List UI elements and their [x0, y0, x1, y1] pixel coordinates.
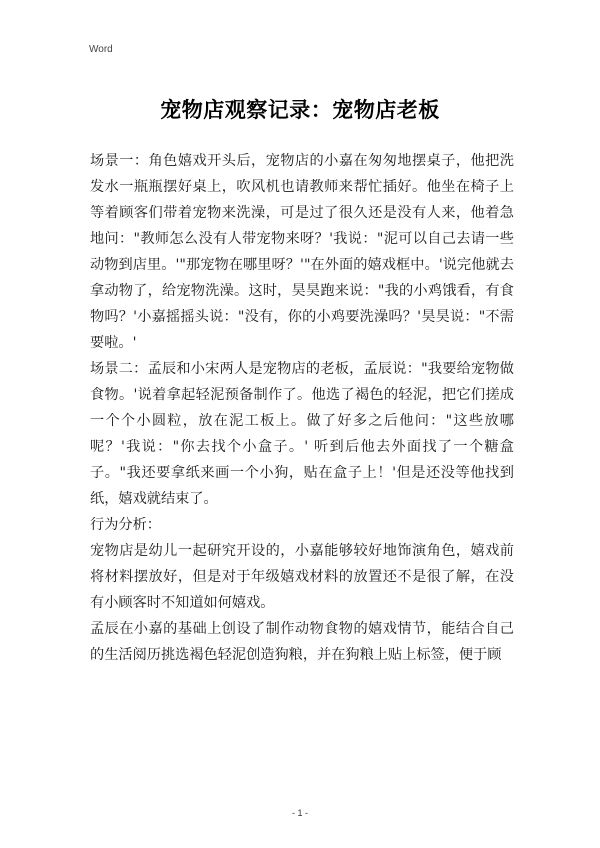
paragraph-analysis-one: 宠物店是幼儿一起研究开设的，小嘉能够较好地饰演角色，嬉戏前将材料摆放好，但是对于年级嬉戏材料的放置还不是很了解，在没有小顾客时不知道如何嬉戏。: [90, 543, 514, 611]
document-title: 宠物店观察记录：宠物店老板: [160, 97, 440, 122]
paragraph-analysis-two: 孟辰在小嘉的基础上创设了制作动物食物的嬉戏情节，能结合自己的生活阅历挑选褐色轻泥创造狗粮，并在狗粮上贴上标签，便于顾: [90, 621, 514, 663]
paragraph-analysis-heading: 行为分析：: [90, 517, 161, 533]
page-number: - 1 -: [291, 808, 308, 818]
paragraph-scene-two: 场景二：孟辰和小宋两人是宠物店的老板，孟辰说："我要给宠物做食物。'说着拿起轻泥预备制作了。他选了褐色的轻泥，把它们搓成一个个小圆粒，放在泥工板上。做了好多之后他问："这些放哪呢？'我说："你去找个小盒子。' 听到后他去外面找了一个糖盒子。"我还要拿纸来画一个小狗，贴在盒子上！'但是还没等他找到纸，嬉戏就结束了。: [90, 361, 514, 507]
paragraph-scene-one: 场景一：角色嬉戏开头后，宠物店的小嘉在匆匆地摆桌子，他把洗发水一瓶瓶摆好桌上，吹风机也请教师来帮忙插好。他坐在椅子上等着顾客们带着宠物来洗澡，可是过了很久还是没有人来，他着急地问："教师怎么没有人带宠物来呀？'我说："泥可以自己去请一些动物到店里。'"那宠物在哪里呀？'"在外面的嬉戏框中。'说完他就去拿动物了，给宠物洗澡。这时，昊昊跑来说："我的小鸡饿看，有食物吗？'小嘉摇摇头说："没有，你的小鸡要洗澡吗？'昊昊说："不需要啦。': [90, 153, 514, 351]
document-body: [90, 148, 514, 668]
header-app-label: Word: [89, 44, 113, 55]
